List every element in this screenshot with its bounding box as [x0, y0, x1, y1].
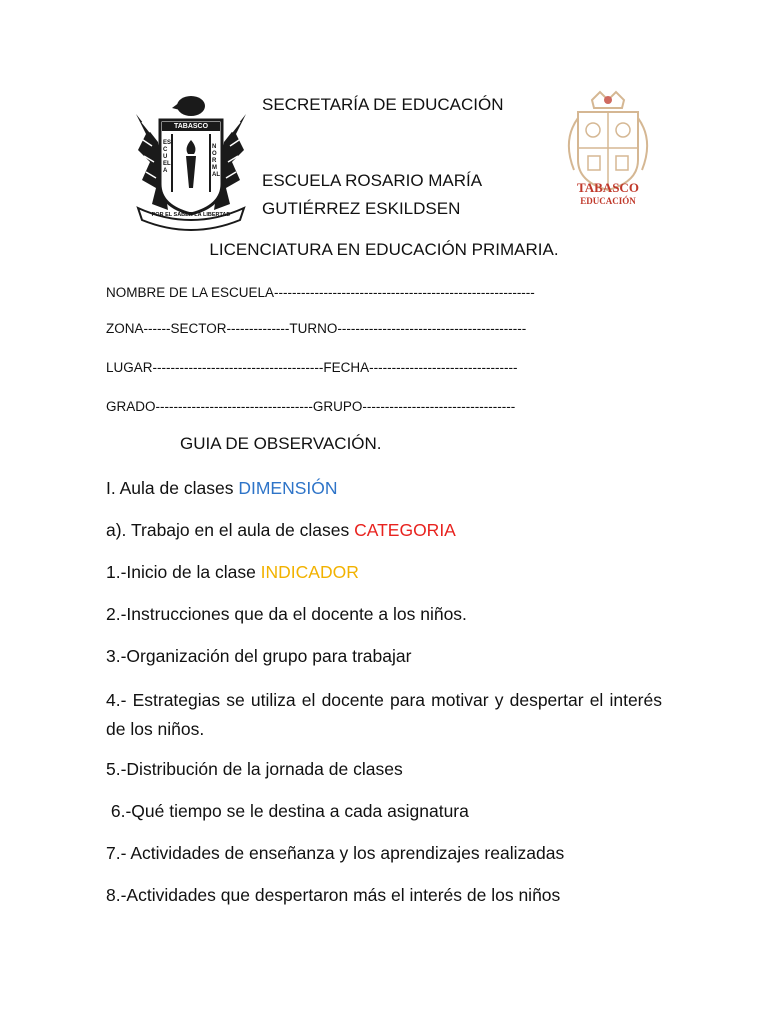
indicator-prefix: 1.-Inicio de la clase: [106, 562, 261, 582]
school-emblem-logo: [128, 92, 254, 232]
guide-item-2: 2.-Instrucciones que da el docente a los niños.: [106, 604, 467, 624]
guide-item-8: 8.-Actividades que despertaron más el interés de los niños: [106, 885, 561, 905]
observation-guide-title: GUIA DE OBSERVACIÓN.: [180, 434, 382, 453]
school-name-line2: GUTIÉRREZ ESKILDSEN: [262, 199, 461, 218]
school-name-field: NOMBRE DE LA ESCUELA----------------------------------------------------------: [106, 285, 535, 300]
grade-group-field: GRADO-----------------------------------GRUPO----------------------------------: [106, 399, 516, 414]
dimension-tag: DIMENSIÓN: [238, 478, 338, 498]
secretaria-heading: SECRETARÍA DE EDUCACIÓN: [262, 95, 504, 114]
guide-item-7: 7.- Actividades de enseñanza y los aprendizajes realizadas: [106, 843, 565, 863]
emblem-banner-text: TABASCO: [173, 123, 209, 130]
guide-item-3: 3.-Organización del grupo para trabajar: [106, 646, 412, 666]
dimension-line: [106, 478, 338, 499]
emblem-left-column-text: ESCUELA: [163, 140, 172, 174]
guide-item-6: 6.-Qué tiempo se le destina a cada asignatura: [106, 801, 469, 821]
category-prefix: a). Trabajo en el aula de clases: [106, 520, 355, 540]
place-date-field: LUGAR--------------------------------------FECHA---------------------------------: [106, 360, 518, 375]
emblem-motto-text: POR EL SABER LA LIBERTAD: [151, 212, 231, 218]
category-line: [106, 520, 456, 541]
dimension-prefix: I. Aula de clases: [106, 478, 239, 498]
tabasco-logo-state-text: TABASCO: [577, 180, 639, 195]
emblem-right-column-text: NORMAL: [212, 144, 220, 178]
category-tag: CATEGORIA: [354, 520, 456, 540]
tabasco-educacion-logo: [552, 90, 664, 218]
indicator-tag: INDICADOR: [260, 562, 359, 582]
zone-sector-shift-field: ZONA------SECTOR--------------TURNO------------------------------------------: [106, 321, 527, 336]
guide-item-4: 4.- Estrategias se utiliza el docente para motivar y despertar el interés de los niños.: [106, 690, 662, 739]
degree-heading: LICENCIATURA EN EDUCACIÓN PRIMARIA.: [209, 240, 559, 259]
indicator-line: [106, 562, 359, 583]
guide-item-5: 5.-Distribución de la jornada de clases: [106, 759, 403, 779]
school-name-line1: ESCUELA ROSARIO MARÍA: [262, 171, 483, 190]
tabasco-logo-agency-text: EDUCACIÓN: [580, 196, 636, 206]
